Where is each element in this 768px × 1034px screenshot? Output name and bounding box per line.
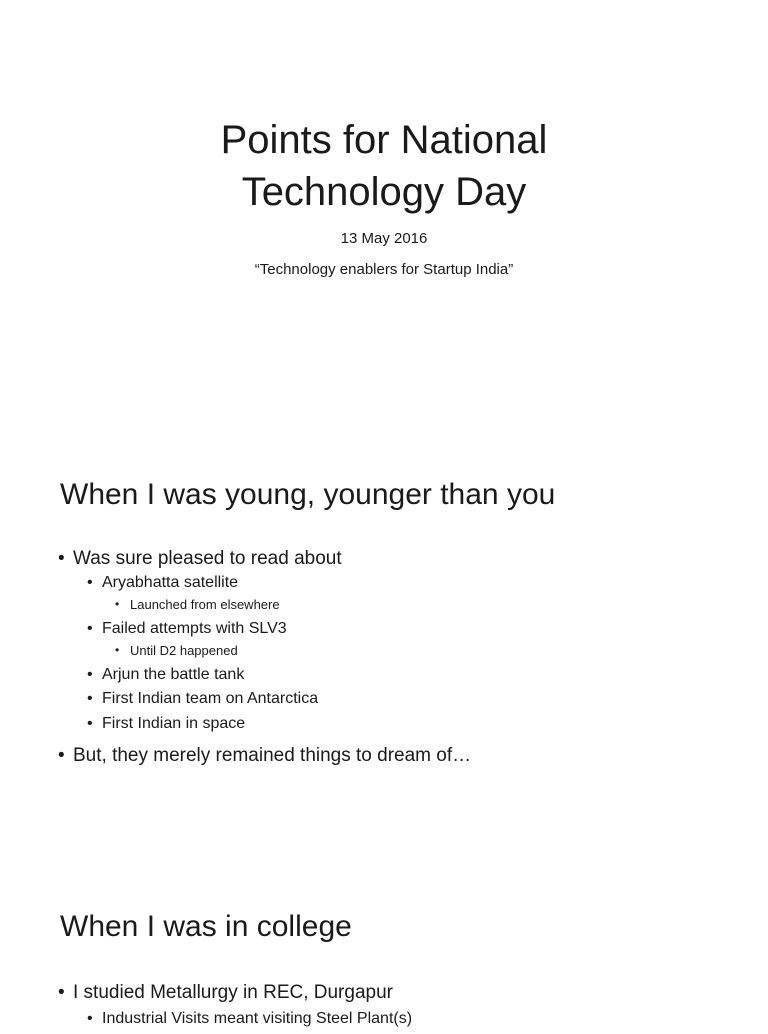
list-item bbox=[58, 548, 471, 574]
list-item bbox=[58, 666, 471, 690]
bullet-icon: • bbox=[58, 982, 65, 1003]
list-item bbox=[58, 715, 471, 745]
list-item-text: Was sure pleased to read about bbox=[73, 548, 342, 569]
slide-heading: When I was young, younger than you bbox=[60, 478, 556, 511]
bullet-icon: • bbox=[87, 620, 93, 637]
list-item-text: Until D2 happened bbox=[130, 643, 238, 658]
list-item bbox=[58, 574, 471, 597]
slide-heading: When I was in college bbox=[60, 910, 352, 943]
bullet-icon: • bbox=[87, 1010, 93, 1027]
bullet-list bbox=[58, 548, 471, 771]
list-item-text: Industrial Visits meant visiting Steel Plant(s) bbox=[102, 1010, 413, 1027]
list-item-text: Aryabhatta satellite bbox=[102, 574, 239, 591]
slide-title bbox=[0, 114, 768, 218]
list-item-text: First Indian in space bbox=[102, 715, 246, 732]
list-item bbox=[58, 620, 471, 643]
bullet-icon: • bbox=[87, 666, 93, 683]
bullet-icon: • bbox=[115, 597, 120, 611]
bullet-icon: • bbox=[87, 715, 93, 732]
list-item-text: Launched from elsewhere bbox=[130, 597, 280, 612]
slide-date: 13 May 2016 bbox=[340, 230, 428, 247]
bullet-icon: • bbox=[58, 745, 65, 766]
list-item-text: First Indian team on Antarctica bbox=[102, 690, 319, 707]
list-item-text: But, they merely remained things to dream of… bbox=[73, 745, 472, 766]
list-item bbox=[58, 643, 471, 666]
slide-tagline: “Technology enablers for Startup India” bbox=[254, 261, 514, 278]
title-slide bbox=[0, 0, 768, 432]
bullet-icon: • bbox=[58, 548, 65, 569]
list-item bbox=[58, 597, 471, 620]
list-item-text: I studied Metallurgy in REC, Durgapur bbox=[73, 982, 393, 1003]
bullet-icon: • bbox=[115, 643, 120, 657]
list-item-text: Arjun the battle tank bbox=[102, 666, 245, 683]
slide-when-young bbox=[0, 432, 768, 864]
list-item bbox=[58, 690, 471, 715]
slide-when-college bbox=[0, 864, 768, 1027]
list-item bbox=[58, 982, 412, 1010]
list-item-text: Failed attempts with SLV3 bbox=[102, 620, 287, 637]
title-line-1: Points for National bbox=[220, 118, 548, 162]
bullet-list bbox=[58, 982, 412, 1034]
list-item bbox=[58, 745, 471, 771]
bullet-icon: • bbox=[87, 574, 93, 591]
title-line-2: Technology Day bbox=[241, 170, 527, 214]
bullet-icon: • bbox=[87, 690, 93, 707]
list-item bbox=[58, 1010, 412, 1034]
